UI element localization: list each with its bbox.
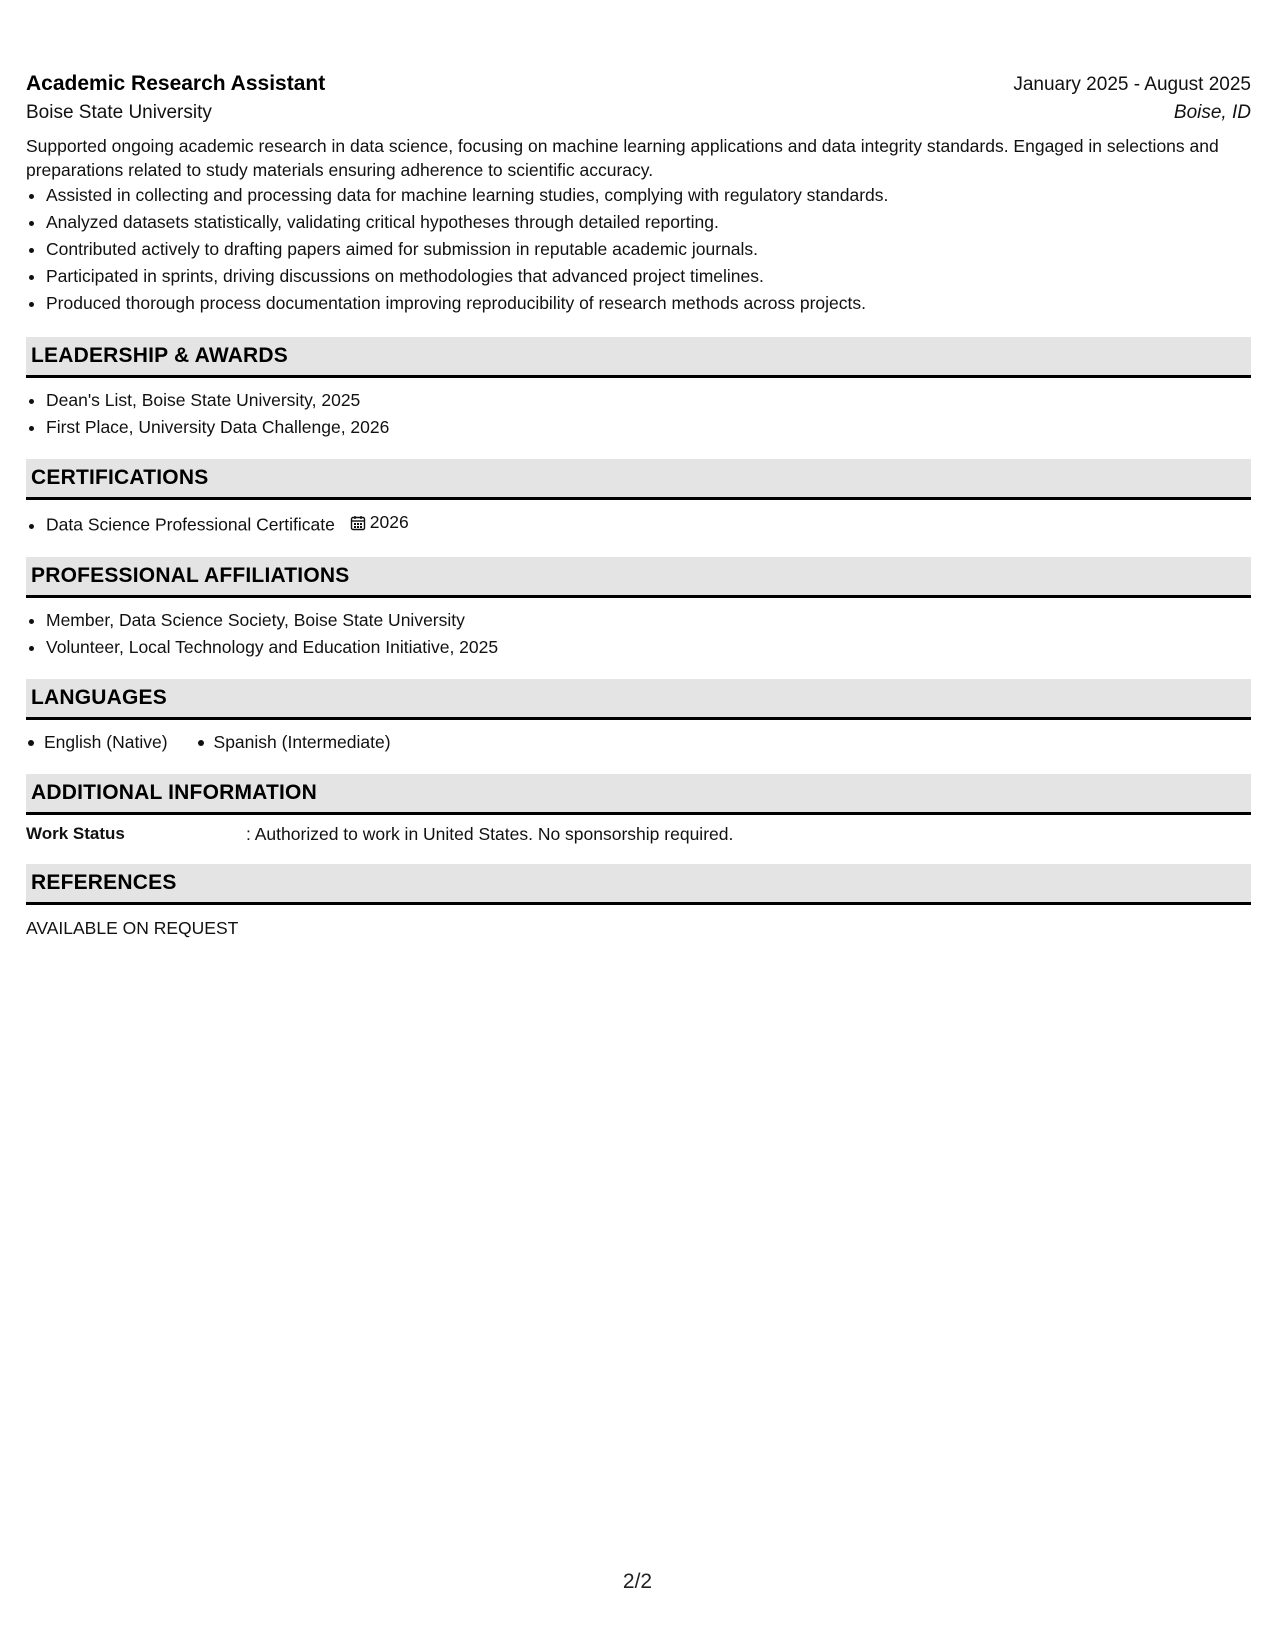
work-status-row [26, 822, 1251, 846]
job-title: Academic Research Assistant [26, 72, 326, 95]
section-body-leadership [26, 387, 1251, 441]
list-item: Spanish (Intermediate) [196, 729, 391, 756]
calendar-icon [350, 515, 366, 531]
job-dates: January 2025 - August 2025 [1013, 74, 1251, 95]
section-body-languages [26, 729, 1251, 756]
list-item: • Dean's List, Boise State University, 2025 [46, 387, 1251, 414]
certifications-list [26, 509, 1251, 539]
work-status-value: : Authorized to work in United States. No sponsorship required. [246, 823, 734, 844]
page-number: 2/2 [622, 1570, 653, 1593]
references-text: AVAILABLE ON REQUEST [26, 917, 239, 938]
certification-date [350, 509, 409, 536]
list-item: • Produced thorough process documentation improving reproducibility of research methods across projects. [46, 290, 1251, 317]
job-header [26, 72, 1251, 96]
leadership-list [26, 387, 1251, 441]
list-item: • Analyzed datasets statistically, validating critical hypotheses through detailed reporting. [46, 209, 1251, 236]
certification-year: 2026 [369, 512, 409, 532]
job-summary: Supported ongoing academic research in data science, focusing on machine learning applications and data integrity standards. Engaged in selections and preparations related to study materials ensuring adherence to scientific accuracy. [26, 136, 1219, 180]
section-header-leadership: LEADERSHIP & AWARDS [26, 337, 1251, 378]
section-body-certifications [26, 509, 1251, 539]
resume-page [26, 72, 1251, 940]
list-item: • First Place, University Data Challenge, 2026 [46, 414, 1251, 441]
section-header-certifications: CERTIFICATIONS [26, 459, 1251, 500]
list-item [46, 509, 1251, 539]
certification-name: Data Science Professional Certificate [46, 514, 335, 535]
job-bullet-list [26, 182, 1251, 317]
list-item: • Contributed actively to drafting papers aimed for submission in reputable academic journals. [46, 236, 1251, 263]
languages-list [26, 729, 1251, 756]
section-header-references: REFERENCES [26, 864, 1251, 905]
affiliations-list [26, 607, 1251, 661]
list-item: • Member, Data Science Society, Boise State University [46, 607, 1251, 634]
work-status-label: Work Status [26, 823, 125, 843]
job-location: Boise, ID [1173, 102, 1251, 123]
section-header-affiliations: PROFESSIONAL AFFILIATIONS [26, 557, 1251, 598]
list-item: • Volunteer, Local Technology and Education Initiative, 2025 [46, 634, 1251, 661]
section-body-affiliations [26, 607, 1251, 661]
section-header-languages: LANGUAGES [26, 679, 1251, 720]
list-item: • Assisted in collecting and processing data for machine learning studies, complying with regulatory standards. [46, 182, 1251, 209]
list-item: • Participated in sprints, driving discussions on methodologies that advanced project timelines. [46, 263, 1251, 290]
section-header-additional-information: ADDITIONAL INFORMATION [26, 774, 1251, 815]
job-organization: Boise State University [26, 102, 212, 123]
list-item: English (Native) [26, 729, 168, 756]
job-subheader [26, 102, 1251, 124]
